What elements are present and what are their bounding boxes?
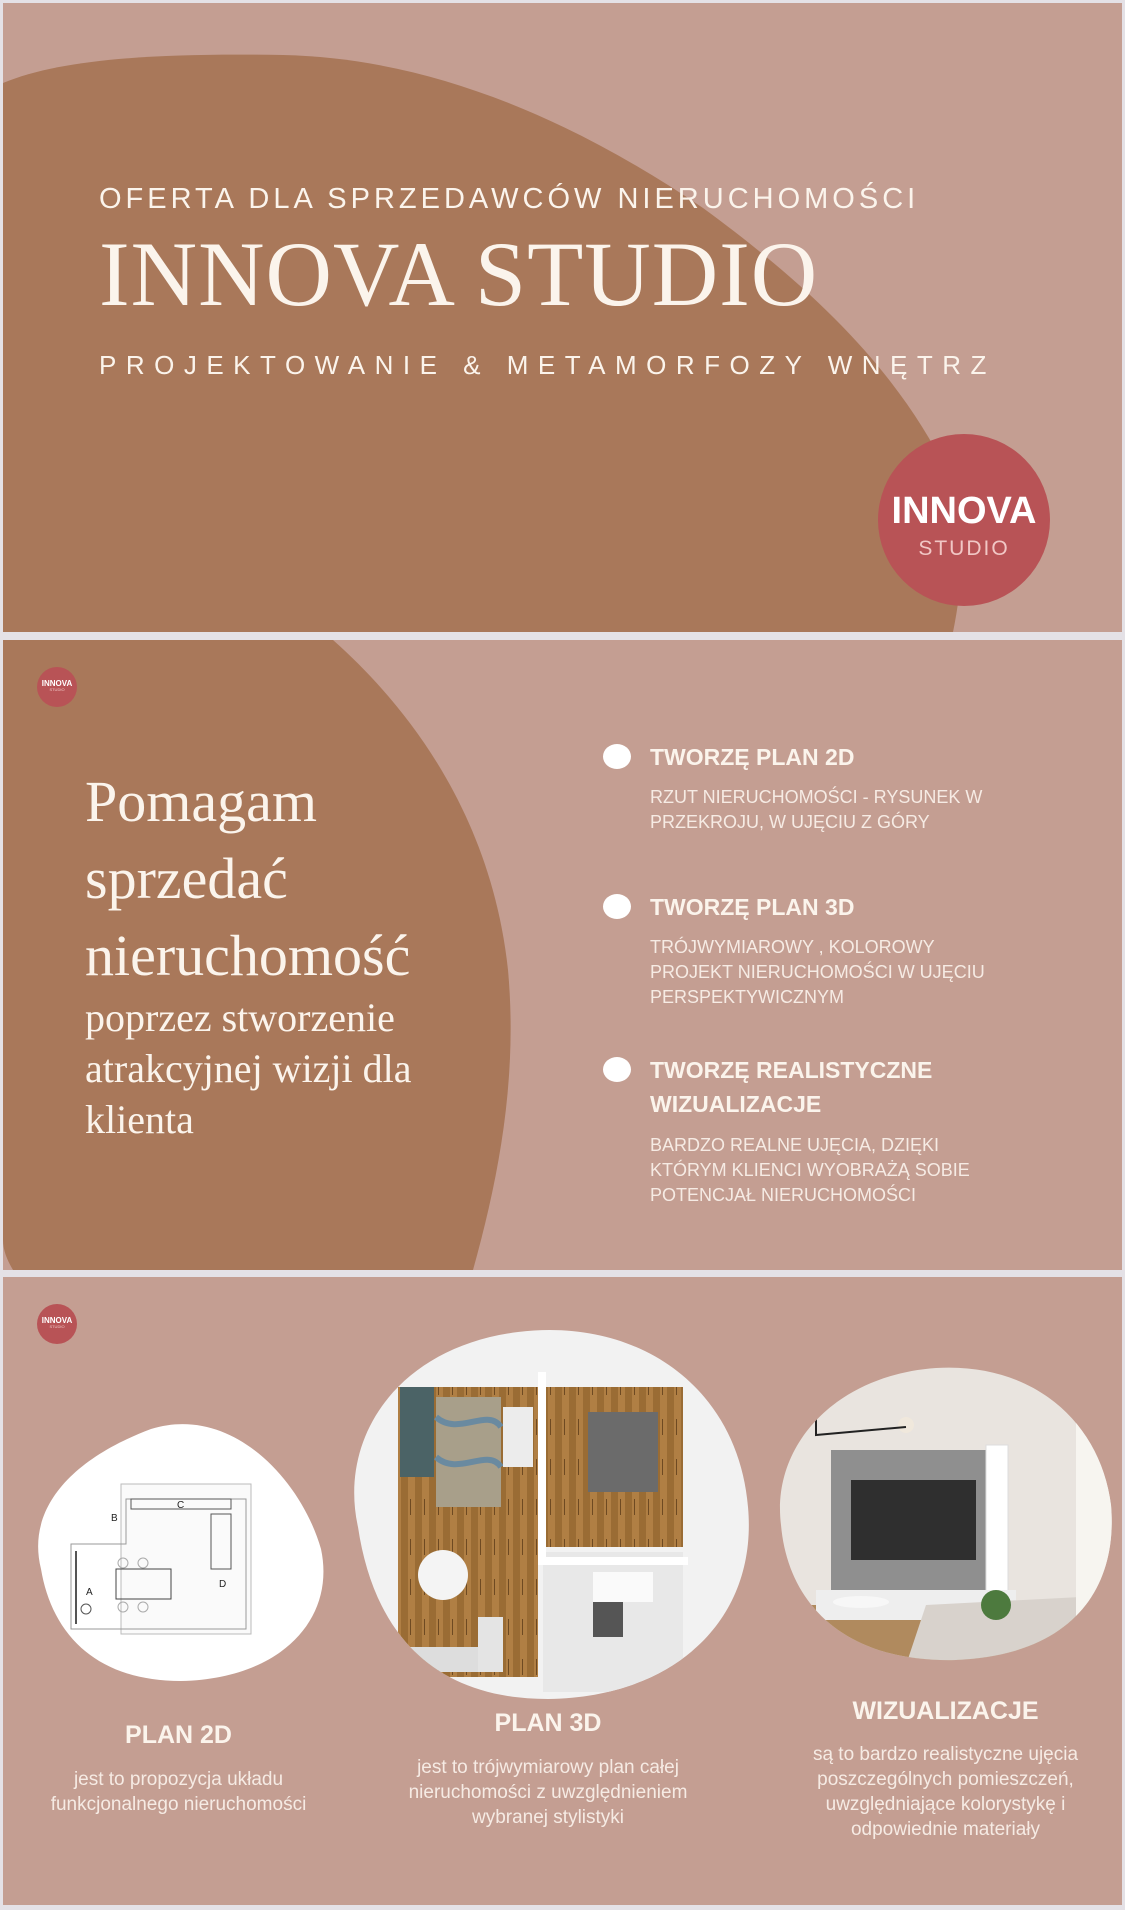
logo-line1: INNOVA — [891, 490, 1037, 532]
headline-line: Pomagam — [85, 769, 317, 834]
logo-line1: INNOVA — [41, 679, 73, 688]
feature-title: TWORZĘ REALISTYCZNE WIZUALIZACJE — [650, 1057, 933, 1117]
brand-subtitle: PROJEKTOWANIE & METAMORFOZY WNĘTRZ — [99, 350, 996, 380]
bullet-dot-icon — [603, 1057, 631, 1082]
logo-badge-small — [37, 667, 77, 707]
logo-badge-small — [37, 1304, 77, 1344]
logo-line2: STUDIO — [49, 1324, 65, 1329]
column-title-visualizations: WIZUALIZACJE — [852, 1697, 1039, 1725]
eyebrow-text: OFERTA DLA SPRZEDAWCÓW NIERUCHOMOŚCI — [99, 183, 920, 215]
feature-desc: BARDZO REALNE UJĘCIA, DZIĘKI KTÓRYM KLIENCI WYOBRAŻĄ SOBIE POTENCJAŁ NIERUCHOMOŚCI — [650, 1135, 970, 1205]
subheadline-line: atrakcyjnej wizji dla — [85, 1046, 412, 1091]
subheadline — [85, 992, 412, 1145]
plan-label-a: A — [86, 1587, 93, 1598]
brand-title: INNOVA STUDIO — [99, 223, 819, 325]
feature-title: TWORZĘ PLAN 3D — [650, 894, 855, 920]
plan-label-b: B — [111, 1513, 118, 1524]
logo-badge — [878, 434, 1050, 606]
bullet-dot-icon — [603, 744, 631, 769]
plan-label-d: D — [219, 1579, 227, 1590]
feature-desc: TRÓJWYMIAROWY , KOLOROWY PROJEKT NIERUCHOMOŚCI W UJĘCIU PERSPEKTYWICZNYM — [650, 937, 985, 1007]
logo-line2: STUDIO — [49, 687, 65, 692]
plan-label-c: C — [177, 1500, 185, 1511]
logo-line2: STUDIO — [918, 537, 1010, 560]
subheadline-line: klienta — [85, 1097, 194, 1142]
column-desc-visualizations: są to bardzo realistyczne ujęcia poszczególnych pomieszczeń, uwzględniające kolorystykę i odpowiednie materiały — [812, 1744, 1079, 1840]
column-title-plan-3d: PLAN 3D — [494, 1709, 602, 1737]
logo-line1: INNOVA — [41, 1316, 73, 1325]
floor-plan-3d-image — [338, 1327, 758, 1702]
headline-line: nieruchomość — [85, 923, 411, 988]
floor-plan-2d-image — [31, 1419, 326, 1684]
slide-cover — [3, 3, 1122, 632]
column-desc-plan-2d: jest to propozycja układu funkcjonalnego nieruchomości — [50, 1769, 307, 1815]
column-title-plan-2d: PLAN 2D — [125, 1721, 232, 1749]
feature-desc: RZUT NIERUCHOMOŚCI - RYSUNEK W PRZEKROJU, W UJĘCIU Z GÓRY — [650, 787, 983, 832]
slide-services — [3, 640, 1122, 1270]
headline — [85, 763, 410, 994]
slide-offer-types — [3, 1277, 1122, 1905]
bullet-dot-icon — [603, 894, 631, 919]
feature-title: TWORZĘ PLAN 2D — [650, 744, 855, 770]
subheadline-line: poprzez stworzenie — [85, 995, 395, 1040]
living-room-render-image — [776, 1365, 1118, 1665]
column-desc-plan-3d: jest to trójwymiarowy plan całej nieruchomości z uwzględnieniem wybranej stylistyki — [408, 1757, 688, 1828]
headline-line: sprzedać — [85, 846, 288, 911]
